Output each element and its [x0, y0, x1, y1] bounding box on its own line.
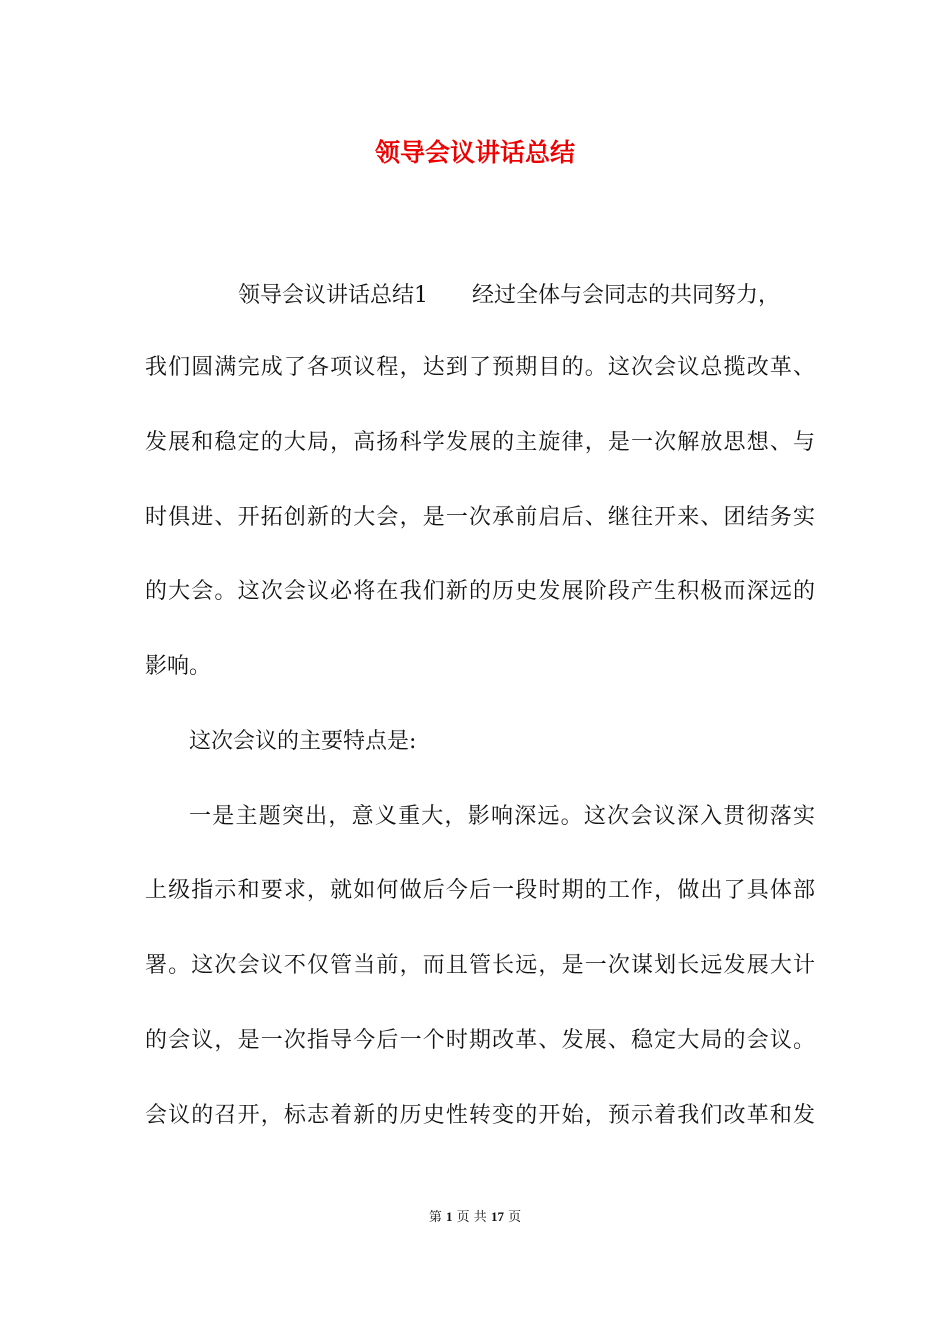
- paragraph-line-2: 我们圆满完成了各项议程，达到了预期目的。这次会议总揽改革、: [145, 355, 815, 380]
- paragraph-line-6: 影响。: [145, 654, 212, 679]
- paragraph-line-1: 领导会议讲话总结1 经过全体与会同志的共同努力，: [238, 283, 780, 308]
- footer-prefix: 第: [428, 1210, 442, 1225]
- footer-middle: 页 共: [456, 1210, 487, 1225]
- paragraph-line-8: 一是主题突出，意义重大，影响深远。这次会议深入贯彻落实: [189, 804, 815, 829]
- paragraph-line-11: 的会议，是一次指导今后一个时期改革、发展、稳定大局的会议。: [145, 1028, 815, 1053]
- paragraph-line-5: 的大会。这次会议必将在我们新的历史发展阶段产生积极而深远的: [145, 579, 815, 604]
- document-title: 领导会议讲话总结: [374, 138, 575, 167]
- paragraph-line-3: 发展和稳定的大局，高扬科学发展的主旋律，是一次解放思想、与: [145, 430, 815, 455]
- paragraph-line-4: 时俱进、开拓创新的大会，是一次承前启后、继往开来、团结务实: [145, 505, 815, 530]
- footer-suffix: 页: [508, 1210, 522, 1225]
- footer-total-pages: 17: [490, 1209, 504, 1224]
- paragraph-line-7: 这次会议的主要特点是:: [189, 729, 417, 754]
- footer-page-number: 1: [446, 1209, 453, 1224]
- page-footer: [0, 1208, 950, 1227]
- paragraph-line-9: 上级指示和要求，就如何做后今后一段时期的工作，做出了具体部: [145, 878, 815, 903]
- paragraph-line-12: 会议的召开，标志着新的历史性转变的开始，预示着我们改革和发: [145, 1103, 815, 1128]
- paragraph-line-10: 署。这次会议不仅管当前，而且管长远，是一次谋划长远发展大计: [145, 953, 815, 978]
